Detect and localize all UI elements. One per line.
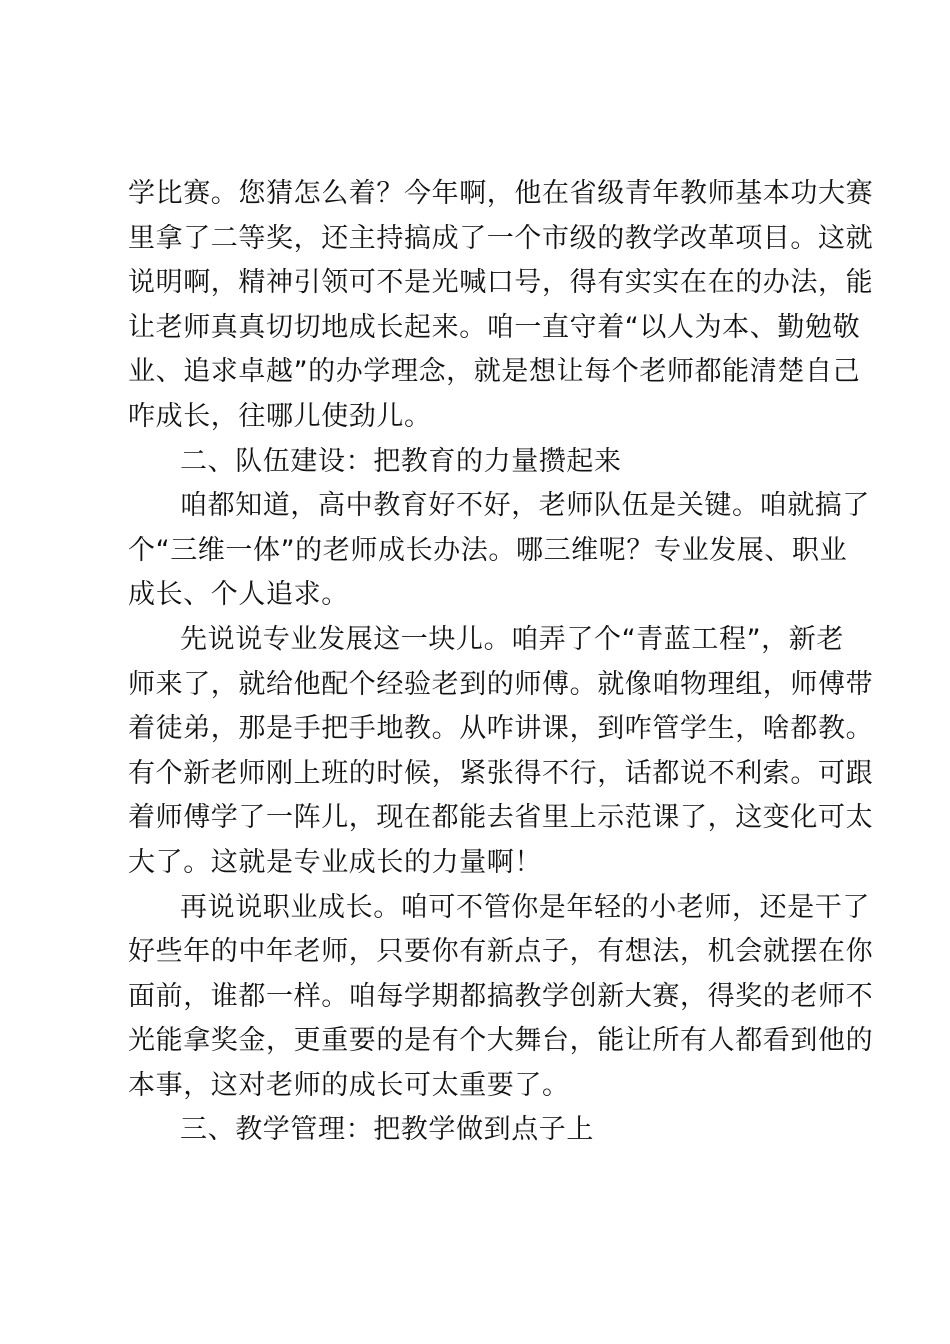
text-line: 有个新老师刚上班的时候，紧张得不行，话都说不利索。可跟 bbox=[128, 757, 874, 789]
section-heading: 三、教学管理：把教学做到点子上 bbox=[180, 1114, 594, 1146]
text-line: 成长、个人追求。 bbox=[128, 579, 349, 611]
text-line: 先说说专业发展这一块儿。咱弄了个“青蓝工程”，新老 bbox=[180, 623, 844, 655]
text-line: 个“三维一体”的老师成长办法。哪三维呢？专业发展、职业 bbox=[128, 534, 848, 566]
text-line: 里拿了二等奖，还主持搞成了一个市级的教学改革项目。这就 bbox=[128, 222, 874, 254]
text-line: 学比赛。您猜怎么着？今年啊，他在省级青年教师基本功大赛 bbox=[128, 178, 874, 209]
document-body bbox=[128, 172, 874, 1153]
text-line: 面前，谁都一样。咱每学期都搞教学创新大赛，得奖的老师不 bbox=[128, 980, 874, 1012]
text-line: 好些年的中年老师，只要你有新点子，有想法，机会就摆在你 bbox=[128, 936, 874, 968]
text-line: 本事，这对老师的成长可太重要了。 bbox=[128, 1069, 570, 1101]
text-line: 让老师真真切切地成长起来。咱一直守着“以人为本、勤勉敬 bbox=[128, 311, 861, 343]
text-line: 咋成长，往哪儿使劲儿。 bbox=[128, 400, 432, 432]
text-line: 咱都知道，高中教育好不好，老师队伍是关键。咱就搞了 bbox=[180, 490, 870, 522]
text-line: 光能拿奖金，更重要的是有个大舞台，能让所有人都看到他的 bbox=[128, 1025, 874, 1057]
section-heading: 二、队伍建设：把教育的力量攒起来 bbox=[180, 445, 622, 477]
text-line: 师来了，就给他配个经验老到的师傅。就像咱物理组，师傅带 bbox=[128, 668, 874, 700]
text-line: 说明啊，精神引领可不是光喊口号，得有实实在在的办法，能 bbox=[128, 267, 874, 299]
text-line: 再说说职业成长。咱可不管你是年轻的小老师，还是干了 bbox=[180, 891, 870, 923]
text-line: 着徒弟，那是手把手地教。从咋讲课，到咋管学生，啥都教。 bbox=[128, 713, 874, 745]
text-line: 业、追求卓越”的办学理念，就是想让每个老师都能清楚自己 bbox=[128, 356, 861, 388]
text-line: 着师傅学了一阵儿，现在都能去省里上示范课了，这变化可太 bbox=[128, 802, 874, 834]
text-line: 大了。这就是专业成长的力量啊！ bbox=[128, 846, 542, 878]
